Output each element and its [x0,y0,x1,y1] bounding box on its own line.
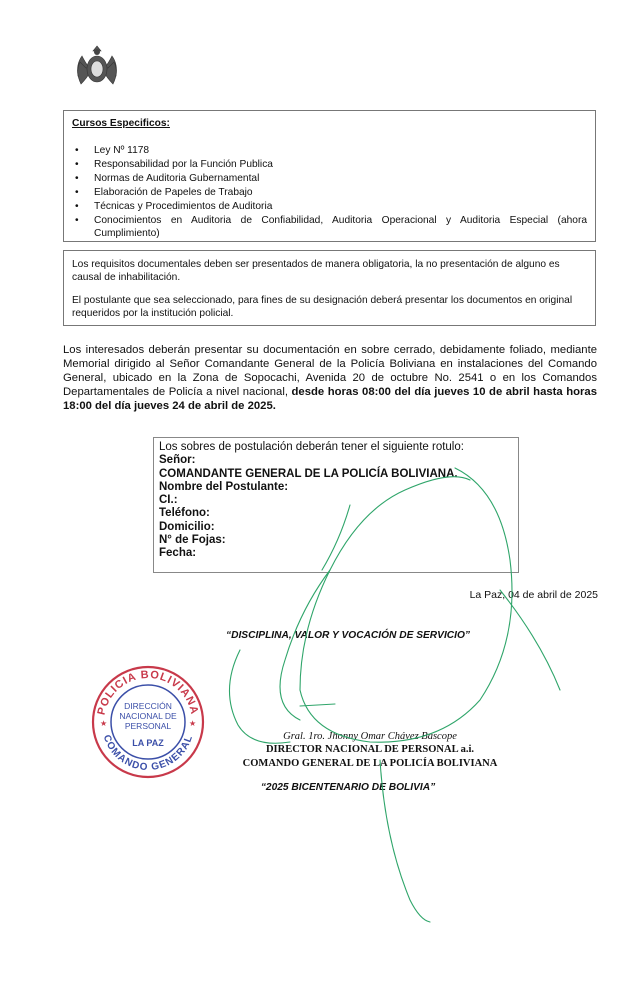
svg-text:LA PAZ: LA PAZ [132,738,164,748]
svg-text:★: ★ [189,719,197,728]
list-item: • Normas de Auditoria Gubernamental [72,172,587,185]
rotulo-field: Señor: [159,454,196,467]
bicentenario-motto: “2025 BICENTENARIO DE BOLIVIA” [260,782,436,793]
rotulo-field: N° de Fojas: [159,534,226,547]
list-item: • Ley Nº 1178 [72,144,587,157]
rotulo-field: Fecha: [159,547,197,560]
signatory-organization: COMANDO GENERAL DE LA POLICÍA BOLIVIANA [242,758,498,769]
signatory-name: Gral. 1ro. Jhonny Omar Chávez Bascope [283,731,457,742]
list-item: • Conocimientos en Auditoria de Confiabilidad, Auditoria Operacional y Auditoria Especial (ahora Cumplimiento) [72,214,587,240]
list-item: • Responsabilidad por la Función Publica [72,158,587,171]
cursos-list [72,144,587,240]
rotulo-field: Domicilio: [159,520,215,533]
document-date: La Paz, 04 de abril de 2025 [469,589,598,601]
signatory-title: DIRECTOR NACIONAL DE PERSONAL a.i. [265,744,475,755]
rotulo-field: CI.: [159,494,178,507]
svg-text:★: ★ [100,719,108,728]
rotulo-box [153,437,519,573]
requisitos-paragraph-1: Los requisitos documentales deben ser presentados de manera obligatoria, la no presentación de alguno es causal de inhabilitación. [72,259,560,283]
instructions-deadline: desde horas 08:00 del día jueves 10 de abril hasta horas 18:00 del día jueves 24 de abril de 2025. [63,386,597,412]
institutional-motto: “DISCIPLINA, VALOR Y VOCACIÓN DE SERVICIO” [226,630,470,641]
list-item: • Elaboración de Papeles de Trabajo [72,186,587,199]
rotulo-field: COMANDANTE GENERAL DE LA POLICÍA BOLIVIANA. [159,467,458,480]
svg-text:PERSONAL: PERSONAL [124,721,172,731]
svg-text:DIRECCIÓN: DIRECCIÓN [124,701,172,711]
rotulo-field: Teléfono: [159,507,210,520]
cursos-title: Cursos Especificos: [72,118,170,129]
requisitos-box [63,250,596,326]
requisitos-paragraph-2: El postulante que sea seleccionado, para fines de su designación deberá presentar los documentos en original requeridos por la institución policial. [72,295,573,319]
instructions-paragraph [63,343,597,413]
rotulo-field: Nombre del Postulante: [159,480,289,493]
rotulo-intro: Los sobres de postulación deberán tener el siguiente rotulo: [159,441,464,453]
police-emblem-icon [72,42,122,92]
list-item: • Técnicas y Procedimientos de Auditoria [72,200,587,213]
svg-text:POLICIA BOLIVIANA: POLICIA BOLIVIANA [95,668,201,717]
cursos-especificos-box [63,110,596,242]
svg-text:NACIONAL DE: NACIONAL DE [119,711,177,721]
svg-text:COMANDO GENERAL: COMANDO GENERAL [100,733,196,774]
instructions-text: Los interesados deberán presentar su documentación en sobre cerrado, debidamente foliado, mediante Memorial dirigido al Señor Comandante General de la Policía Boliviana en instalaciones del Comando General, ubicado en la Zona de Sopocachi, Avenida 20 de octubre No. 2541 o en los Comandos Departamentales de Policía a nivel nacional, [63,344,597,398]
